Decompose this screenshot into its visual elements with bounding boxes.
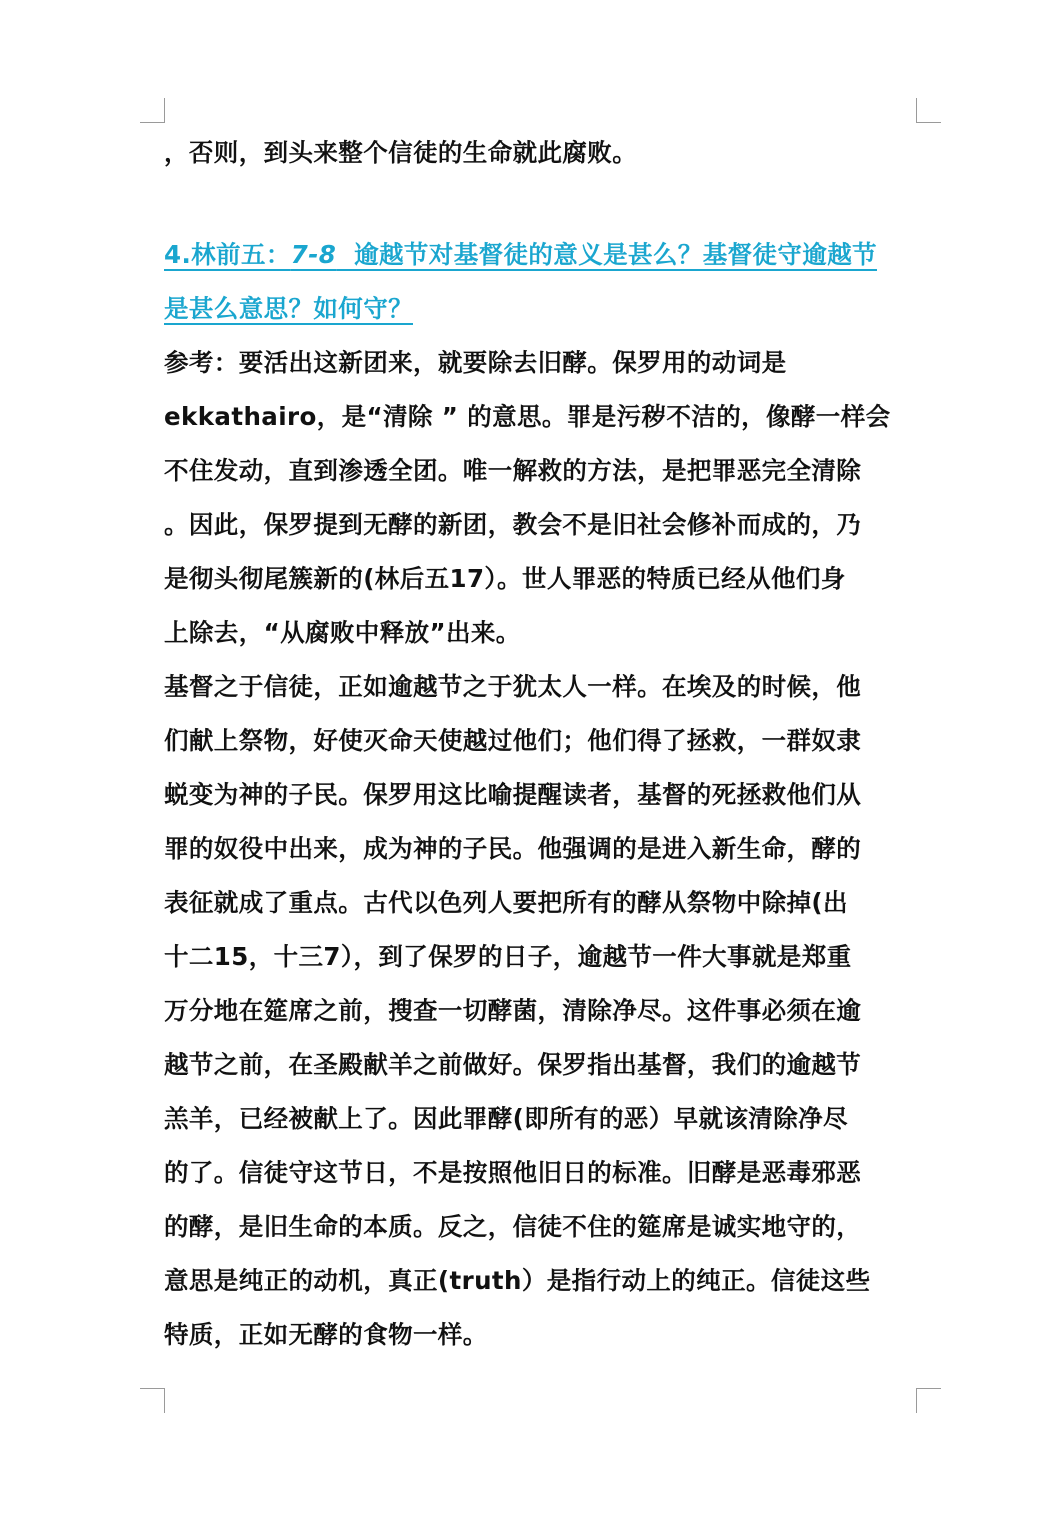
text-line: 上除去，“从腐败中释放”出来。 [164,618,521,647]
heading-line-2: 是甚么意思？如何守？ [164,294,413,323]
text-line: 不住发动，直到渗透全团。唯一解救的方法，是把罪恶完全清除 [164,456,862,485]
heading-prefix: 4.林前五： [164,240,291,269]
text-line: 基督之于信徒，正如逾越节之于犹太人一样。在埃及的时候，他 [164,672,862,701]
text-line: 蜕变为神的子民。保罗用这比喻提醒读者，基督的死拯救他们从 [164,780,862,809]
text-line: ekkathairo，是“清除 ” 的意思。罪是污秽不洁的，像酵一样会 [164,402,891,431]
paragraph-passover [164,660,920,1362]
text-line: ，否则，到头来整个信徒的生命就此腐败。 [164,138,638,167]
text-line: 表征就成了重点。古代以色列人要把所有的酵从祭物中除掉(出 [164,888,848,917]
text-line: 罪的奴役中出来，成为神的子民。他强调的是进入新生命，酵的 [164,834,862,863]
heading-line-1-rest: 逾越节对基督徒的意义是甚么？基督徒守逾越节 [336,240,877,269]
text-line: 是彻头彻尾簇新的(林后五17）。世人罪恶的特质已经从他们身 [164,564,846,593]
crop-mark-bottom-right [916,1388,941,1413]
crop-mark-top-left [140,98,165,123]
text-line: 们献上祭物，好使灭命天使越过他们；他们得了拯救，一群奴隶 [164,726,862,755]
text-line: 十二15，十三7），到了保罗的日子，逾越节一件大事就是郑重 [164,942,852,971]
text-line: 参考：要活出这新团来，就要除去旧酵。保罗用的动词是 [164,348,787,377]
paragraph-reference [164,336,920,660]
text-line: 特质，正如无酵的食物一样。 [164,1320,488,1349]
question-heading [164,228,920,336]
heading-verse-ref: 7-8 [290,240,337,269]
text-line: 的了。信徒守这节日，不是按照他旧日的标准。旧酵是恶毒邪恶 [164,1158,862,1187]
text-line: 。因此，保罗提到无酵的新团，教会不是旧社会修补而成的，乃 [164,510,862,539]
text-line: 的酵，是旧生命的本质。反之，信徒不住的筵席是诚实地守的， [164,1212,862,1241]
text-line: 意思是纯正的动机，真正(truth）是指行动上的纯正。信徒这些 [164,1266,871,1295]
document-body [164,126,920,1362]
continued-fragment [164,126,920,180]
text-line: 羔羊，已经被献上了。因此罪酵(即所有的恶）早就该清除净尽 [164,1104,848,1133]
crop-mark-bottom-left [140,1388,165,1413]
crop-mark-top-right [916,98,941,123]
text-line: 越节之前，在圣殿献羊之前做好。保罗指出基督，我们的逾越节 [164,1050,862,1079]
text-line: 万分地在筵席之前，搜查一切酵菌，清除净尽。这件事必须在逾 [164,996,862,1025]
heading-line-1 [164,228,920,282]
